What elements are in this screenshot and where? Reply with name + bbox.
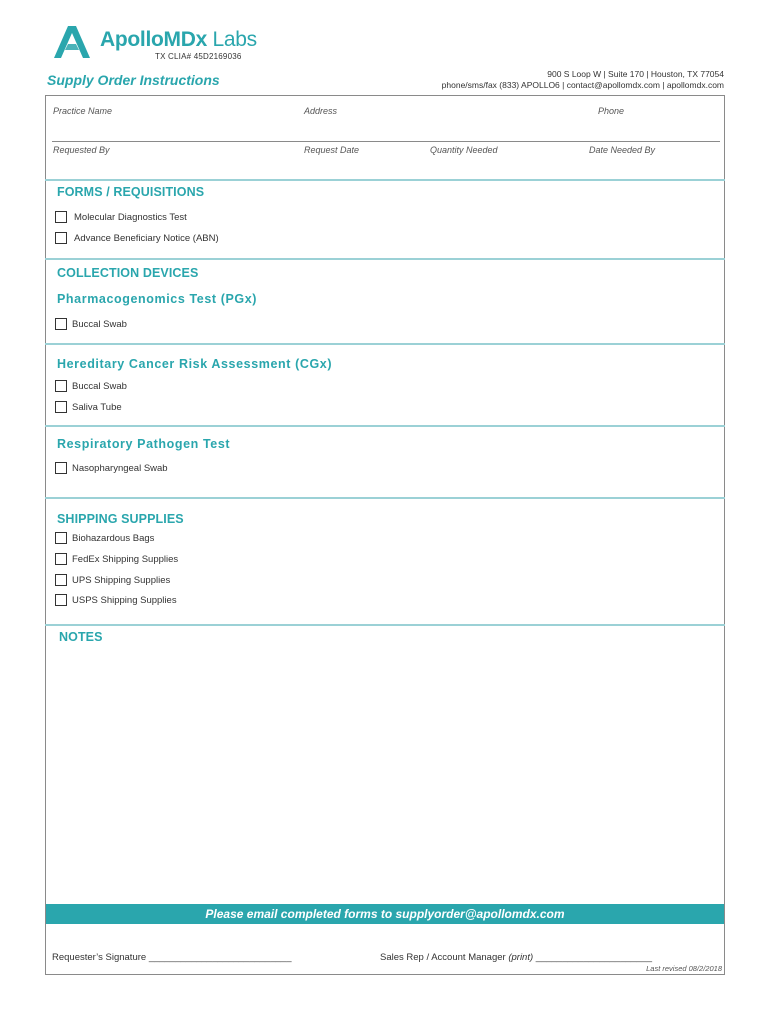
checkbox-label: Saliva Tube: [72, 401, 122, 413]
checkbox[interactable]: [55, 574, 67, 586]
checkbox-label: Buccal Swab: [72, 318, 127, 330]
phone-label: Phone: [598, 106, 625, 116]
checkbox-row[interactable]: [55, 531, 154, 545]
sales-rep-print-note: (print): [508, 952, 534, 963]
checkbox[interactable]: [55, 553, 67, 565]
page-title: Supply Order Instructions: [47, 72, 220, 88]
email-instruction: Please email completed forms to supplyorder@apollomdx.com: [205, 907, 565, 921]
checkbox-row[interactable]: [55, 210, 187, 224]
notes-heading: NOTES: [59, 630, 103, 644]
last-revised: Last revised 08/2/2018: [646, 964, 722, 973]
sales-rep-line[interactable]: [380, 952, 652, 963]
checkbox-label: FedEx Shipping Supplies: [72, 553, 179, 565]
email-banner: [46, 904, 724, 924]
checkbox-row[interactable]: [55, 573, 170, 587]
address-line: 900 S Loop W | Suite 170 | Houston, TX 77054: [547, 69, 724, 79]
notes-area[interactable]: [52, 652, 718, 897]
sales-rep-label: Sales Rep / Account Manager: [380, 952, 506, 963]
checkbox-row[interactable]: [55, 231, 219, 245]
respiratory-heading: Respiratory Pathogen Test: [57, 437, 231, 451]
checkbox-row[interactable]: [55, 461, 168, 475]
section-divider: [45, 343, 725, 345]
checkbox[interactable]: [55, 532, 67, 544]
requester-signature-line[interactable]: Requester’s Signature ___________________________: [52, 952, 292, 963]
checkbox-label: Buccal Swab: [72, 380, 127, 392]
checkbox-row[interactable]: [55, 379, 127, 393]
checkbox[interactable]: [55, 401, 67, 413]
checkbox[interactable]: [55, 462, 67, 474]
checkbox[interactable]: [55, 594, 67, 606]
checkbox-label: Advance Beneficiary Notice (ABN): [74, 232, 219, 244]
quantity-needed-label: Quantity Needed: [430, 145, 498, 155]
practice-name-label: Practice Name: [53, 106, 113, 116]
checkbox-row[interactable]: [55, 552, 178, 566]
requested-by-label: Requested By: [53, 145, 110, 155]
checkbox-label: Biohazardous Bags: [72, 532, 155, 544]
checkbox-label: Molecular Diagnostics Test: [74, 211, 187, 223]
checkbox[interactable]: [55, 380, 67, 392]
section-divider: [45, 497, 725, 499]
checkbox-label: USPS Shipping Supplies: [72, 594, 177, 606]
cgx-heading: Hereditary Cancer Risk Assessment (CGx): [57, 357, 333, 371]
pgx-heading: Pharmacogenomics Test (PGx): [57, 292, 258, 306]
section-divider: [45, 179, 725, 181]
checkbox-label: UPS Shipping Supplies: [72, 574, 171, 586]
date-needed-by-label: Date Needed By: [589, 145, 656, 155]
contact-line: phone/sms/fax (833) APOLLO6 | contact@apollomdx.com | apollomdx.com: [441, 80, 724, 90]
checkbox[interactable]: [55, 211, 67, 223]
brand-name: ApolloMDx Labs: [100, 28, 257, 51]
apollo-logo-icon: [52, 24, 92, 60]
forms-heading: FORMS / REQUISITIONS: [57, 185, 205, 199]
checkbox-row[interactable]: [55, 317, 127, 331]
sales-rep-blank: ______________________: [535, 952, 653, 963]
collection-heading: COLLECTION DEVICES: [57, 266, 199, 280]
section-divider: [45, 425, 725, 427]
address-label: Address: [304, 106, 338, 116]
checkbox-label: Nasopharyngeal Swab: [72, 462, 168, 474]
checkbox-row[interactable]: [55, 400, 122, 414]
field-divider: [52, 141, 720, 142]
checkbox[interactable]: [55, 318, 67, 330]
section-divider: [45, 258, 725, 260]
section-divider: [45, 624, 725, 626]
checkbox-row[interactable]: [55, 593, 177, 607]
request-date-label: Request Date: [304, 145, 360, 155]
shipping-heading: SHIPPING SUPPLIES: [57, 512, 184, 526]
clia-number: TX CLIA# 45D2169036: [155, 52, 242, 61]
checkbox[interactable]: [55, 232, 67, 244]
